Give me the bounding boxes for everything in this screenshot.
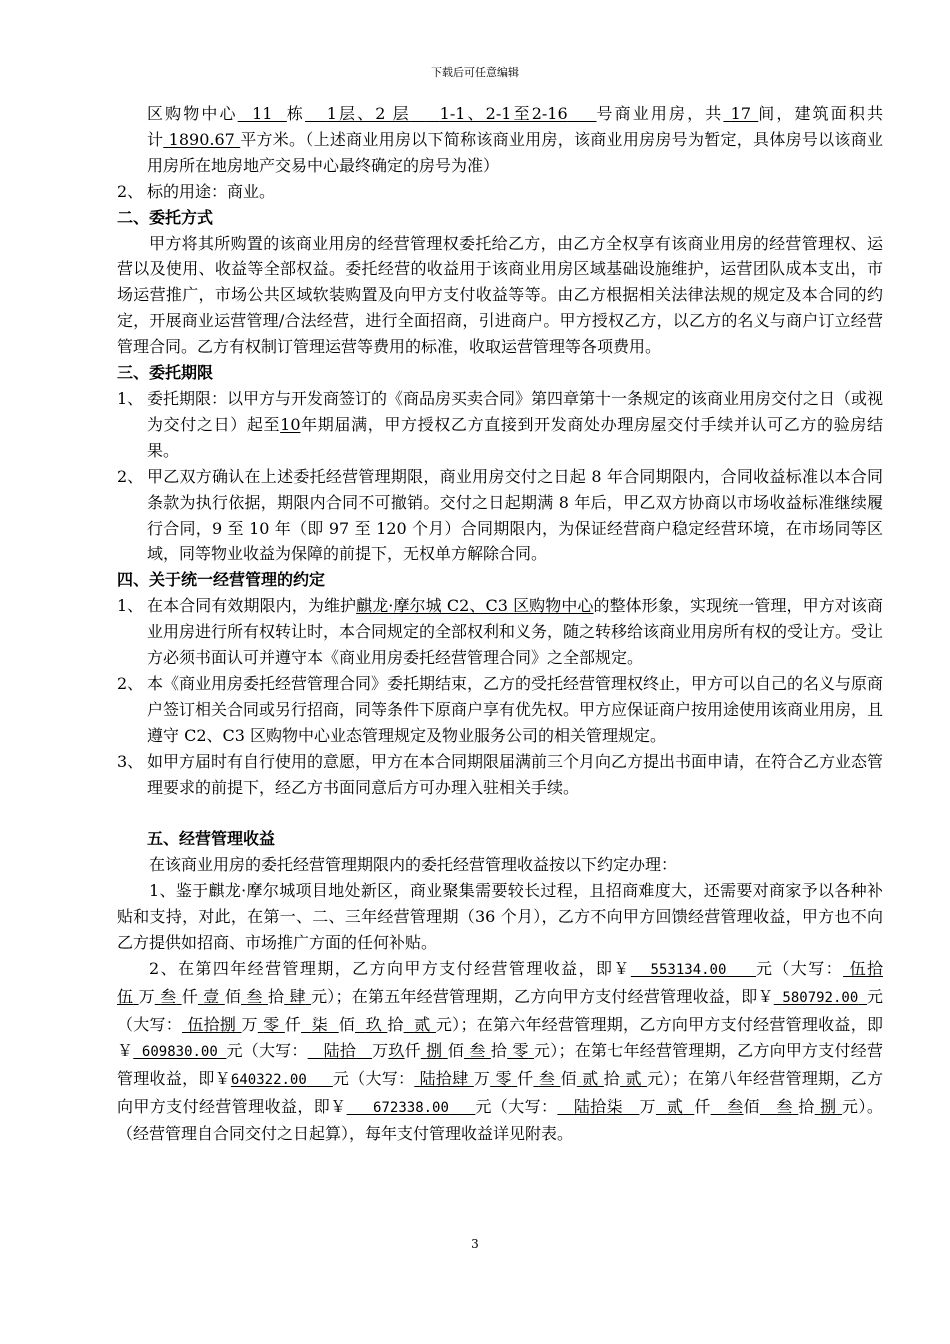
clause-number: 2、 bbox=[117, 466, 144, 486]
section-heading-4: 四、关于统一经营管理的约定 bbox=[117, 570, 326, 590]
year8-words-qian: 贰 bbox=[666, 1096, 684, 1116]
text-fragment: 拾 bbox=[603, 1068, 621, 1088]
text-fragment: 万 bbox=[138, 986, 155, 1006]
text-fragment: （大写： bbox=[349, 1068, 415, 1088]
page-header: 下载后可任意编辑 bbox=[431, 66, 519, 79]
year7-words-shi: 贰 bbox=[582, 1068, 599, 1088]
text-fragment: 。（经营管理自合同交付之日起算），每年支付管理收益详见附表。 bbox=[117, 1096, 883, 1144]
year8-words-shi: 叁 bbox=[776, 1096, 793, 1116]
text-fragment: 元） bbox=[534, 1040, 559, 1060]
text-fragment: 元 bbox=[755, 959, 774, 978]
text-fragment: 元） bbox=[311, 986, 336, 1006]
year7-words-qian: 零 bbox=[495, 1068, 512, 1088]
clause-text bbox=[147, 386, 883, 464]
year6-words-ge: 零 bbox=[512, 1040, 529, 1060]
year4-amount: 553134.00 bbox=[650, 962, 727, 978]
text-fragment: 元） bbox=[842, 1096, 867, 1116]
text-fragment: 佰 bbox=[743, 1096, 760, 1116]
text-fragment: 佰 bbox=[560, 1068, 577, 1088]
year4-words-shi: 叁 bbox=[246, 986, 263, 1006]
text-fragment: 区购物中心 bbox=[147, 104, 238, 123]
year5-amount: 580792.00 bbox=[782, 989, 859, 1006]
floor-numbers: 1层、2 层 bbox=[326, 104, 411, 123]
text-fragment: ；在第七年经营管理期，乙方向甲方支付经营管理收益，即￥ bbox=[117, 1040, 883, 1088]
year8-amount: 672338.00 bbox=[373, 1099, 449, 1116]
text-fragment: 委托期限：以甲方与开发商签订的《商品房买卖合同》第四章第十一条规定的该商业用房交付之日（或视为交付之日）起至 bbox=[147, 388, 884, 434]
year7-words-ge: 贰 bbox=[625, 1068, 642, 1088]
mall-name: 麒龙·摩尔城 C2、C3 区购物中心 bbox=[356, 596, 594, 616]
year8-words-bai: 叁 bbox=[727, 1096, 744, 1116]
clause-text: 本《商业用房委托经营管理合同》委托期结束，乙方的受托经营管理权终止，甲方可以自己的名义与原商户签订相关合同或另行招商，同等条件下原商户享有优先权。甲方应保证商户按用途使用该商业用房，且遵守 C2、C3 区购物中心业态管理规定及物业服务公司的相关管理规定。 bbox=[147, 673, 884, 745]
room-count: 17 bbox=[730, 104, 751, 123]
text-fragment: 佰 bbox=[338, 1014, 355, 1034]
room-numbers: 1-1、2-1至2-16 bbox=[439, 104, 568, 123]
year4-words-bai: 壹 bbox=[203, 986, 220, 1006]
clause-text bbox=[147, 593, 883, 671]
clause-3-2 bbox=[117, 464, 883, 568]
section-heading-2: 二、委托方式 bbox=[117, 207, 214, 227]
clause-1-2 bbox=[117, 179, 883, 205]
text-fragment: 在本合同有效期限内，为维护 bbox=[147, 596, 357, 616]
clause-text: 甲乙双方确认在上述委托经营管理期限，商业用房交付之日起 8 年合同期限内，合同收益标准以本合同条款为执行依据，期限内合同不可撤销。交付之日起期满 8 年后，甲乙双方协商以市场收益标准继续履行合同，9 至 10 年（即 97 至 120 个月）合同期限内，为保证经营商户稳定经营环境，在市场同等区域，同等物业收益为保障的前提下，无权单方解除合同。 bbox=[147, 466, 883, 564]
clause-4-2 bbox=[117, 671, 883, 749]
text-fragment: 仟 bbox=[404, 1040, 421, 1060]
clause-number: 3、 bbox=[117, 751, 144, 771]
year6-words-bai: 捌 bbox=[426, 1040, 443, 1060]
year4-words-ge: 肆 bbox=[289, 986, 306, 1006]
floor-area: 1890.67 bbox=[168, 129, 235, 149]
year5-words-qian: 零 bbox=[263, 1014, 280, 1034]
year6-words-wan: 陆拾 bbox=[323, 1040, 357, 1060]
text-fragment: 仟 bbox=[694, 1096, 711, 1116]
year5-words-ge: 贰 bbox=[414, 1014, 431, 1034]
text-fragment: 元） bbox=[435, 1014, 461, 1034]
text-fragment: 万 bbox=[372, 1040, 389, 1060]
text-fragment: 元 bbox=[475, 1096, 492, 1116]
text-fragment: ；在第五年经营管理期，乙方向甲方支付经营管理收益，即￥ bbox=[335, 986, 774, 1006]
text-fragment: 万 bbox=[473, 1068, 491, 1088]
text-fragment: 拾 bbox=[798, 1096, 815, 1116]
section-5-para-2 bbox=[117, 956, 883, 1147]
clause-number: 2、 bbox=[117, 181, 144, 201]
section-5-intro: 在该商业用房的委托经营管理期限内的委托经营管理收益按以下约定办理： bbox=[149, 855, 678, 875]
text-fragment: 号商业用房，共 bbox=[596, 104, 724, 123]
text-fragment: 的整体形象，实现统一管理，甲方对该商业用房进行所有权转让时，本合同规定的全部权利和义务，随之转移给该商业用房所有权的受让方。受让方必须书面认可并遵守本《商业用房委托经营管理合同》之全部规定。 bbox=[147, 596, 884, 668]
text-fragment: 拾 bbox=[387, 1014, 404, 1034]
text-fragment: 仟 bbox=[517, 1068, 534, 1088]
year5-words-shi: 玖 bbox=[365, 1014, 382, 1034]
text-fragment: 间，建筑面积共计 bbox=[147, 104, 883, 149]
year8-words-wan: 陆拾柒 bbox=[573, 1096, 624, 1116]
year6-amount: 609830.00 bbox=[141, 1043, 218, 1060]
text-fragment: （大写： bbox=[242, 1040, 308, 1060]
text-fragment: （大写： bbox=[773, 959, 844, 978]
clause-number: 1、 bbox=[117, 388, 144, 408]
text-fragment: 仟 bbox=[181, 986, 198, 1006]
text-fragment: ；在第六年经营管理期，乙方向甲方支付经营管理收益，即￥ bbox=[117, 1014, 883, 1060]
term-years: 10 bbox=[280, 414, 301, 434]
year7-words-wan: 陆拾肆 bbox=[419, 1068, 469, 1088]
clause-number: 1、 bbox=[117, 596, 144, 616]
text-fragment: 元） bbox=[647, 1068, 672, 1088]
text-fragment: 仟 bbox=[284, 1014, 302, 1034]
document-body bbox=[117, 101, 883, 1147]
text-fragment: 拾 bbox=[490, 1040, 508, 1060]
section-heading-3: 三、委托期限 bbox=[117, 363, 214, 383]
text-fragment: 2、在第四年经营管理期，乙方向甲方支付经营管理收益，即￥ bbox=[149, 959, 631, 978]
text-fragment: 年期届满，甲方授权乙方直接到开发商处办理房屋交付手续并认可乙方的验房结果。 bbox=[147, 414, 883, 460]
text-fragment: 元 bbox=[226, 1040, 243, 1060]
spacer bbox=[117, 800, 883, 826]
text-fragment: 元 bbox=[866, 986, 883, 1006]
text-fragment: （大写： bbox=[117, 1014, 183, 1034]
clause-4-1 bbox=[117, 593, 883, 671]
clause-text: 如甲方届时有自行使用的意愿，甲方在本合同期限届满前三个月向乙方提出书面申请，在符合乙方业态管理要求的前提下，经乙方书面同意后方可办理入驻相关手续。 bbox=[147, 751, 884, 797]
clause-4-3 bbox=[117, 749, 883, 801]
year5-words-bai: 柒 bbox=[311, 1014, 329, 1034]
clause-number: 2、 bbox=[117, 673, 144, 693]
clause-text: 标的用途：商业。 bbox=[147, 181, 276, 201]
text-fragment: 万 bbox=[241, 1014, 258, 1034]
section-5-para-1: 1、鉴于麒龙·摩尔城项目地处新区，商业聚集需要较长过程，且招商难度大，还需要对商家予以各种补贴和支持，对此，在第一、二、三年经营管理期（36 个月），乙方不向甲方回馈经营管理收益，甲方也不向乙方提供如招商、市场推广方面的任何补贴。 bbox=[117, 881, 883, 953]
clause-3-1 bbox=[117, 386, 883, 464]
year4-words-wan: 伍拾伍 bbox=[117, 959, 883, 1006]
text-fragment: 元 bbox=[332, 1068, 350, 1088]
page-number: 3 bbox=[471, 1237, 479, 1251]
year7-amount: 640322.00 bbox=[230, 1071, 307, 1088]
section-2-body: 甲方将其所购置的该商业用房的经营管理权委托给乙方，由乙方全权享有该商业用房的经营管理权、运营以及使用、收益等全部权益。委托经营的收益用于该商业用房区域基础设施维护，运营团队成本支出，市场运营推广，市场公共区域软装购置及向甲方支付收益等等。由乙方根据相关法律法规的规定及本合同的约定，开展商业运营管理/合法经营，进行全面招商，引进商户。甲方授权乙方，以乙方的名义与商户订立经营管理合同。乙方有权制订管理运营等费用的标准，收取运营管理等各项费用。 bbox=[117, 233, 883, 357]
text-fragment: 佰 bbox=[447, 1040, 464, 1060]
text-fragment: 栋 bbox=[286, 104, 306, 123]
year8-words-ge: 捌 bbox=[820, 1096, 837, 1116]
text-fragment: 佰 bbox=[224, 986, 242, 1006]
text-fragment: 万 bbox=[639, 1096, 656, 1116]
year6-words-qian: 玖 bbox=[388, 1040, 405, 1060]
text-fragment: 拾 bbox=[267, 986, 285, 1006]
section-heading-5: 五、经营管理收益 bbox=[147, 829, 276, 849]
text-fragment: （大写： bbox=[491, 1096, 558, 1116]
premises-description bbox=[117, 101, 883, 179]
year7-words-bai: 叁 bbox=[538, 1068, 556, 1088]
year6-words-shi: 叁 bbox=[469, 1040, 486, 1060]
building-number: 11 bbox=[252, 104, 273, 123]
text-fragment: ；在第八年经营管理期，乙方向甲方支付经营管理收益，即￥ bbox=[117, 1068, 883, 1116]
year4-words-qian: 叁 bbox=[160, 986, 177, 1006]
text-fragment: 平方米。（上述商业用房以下简称该商业用房，该商业用房房号为暂定，具体房号以该商业用房所在地房地产交易中心最终确定的房号为准） bbox=[147, 129, 883, 175]
year5-words-wan: 伍拾捌 bbox=[187, 1014, 237, 1034]
